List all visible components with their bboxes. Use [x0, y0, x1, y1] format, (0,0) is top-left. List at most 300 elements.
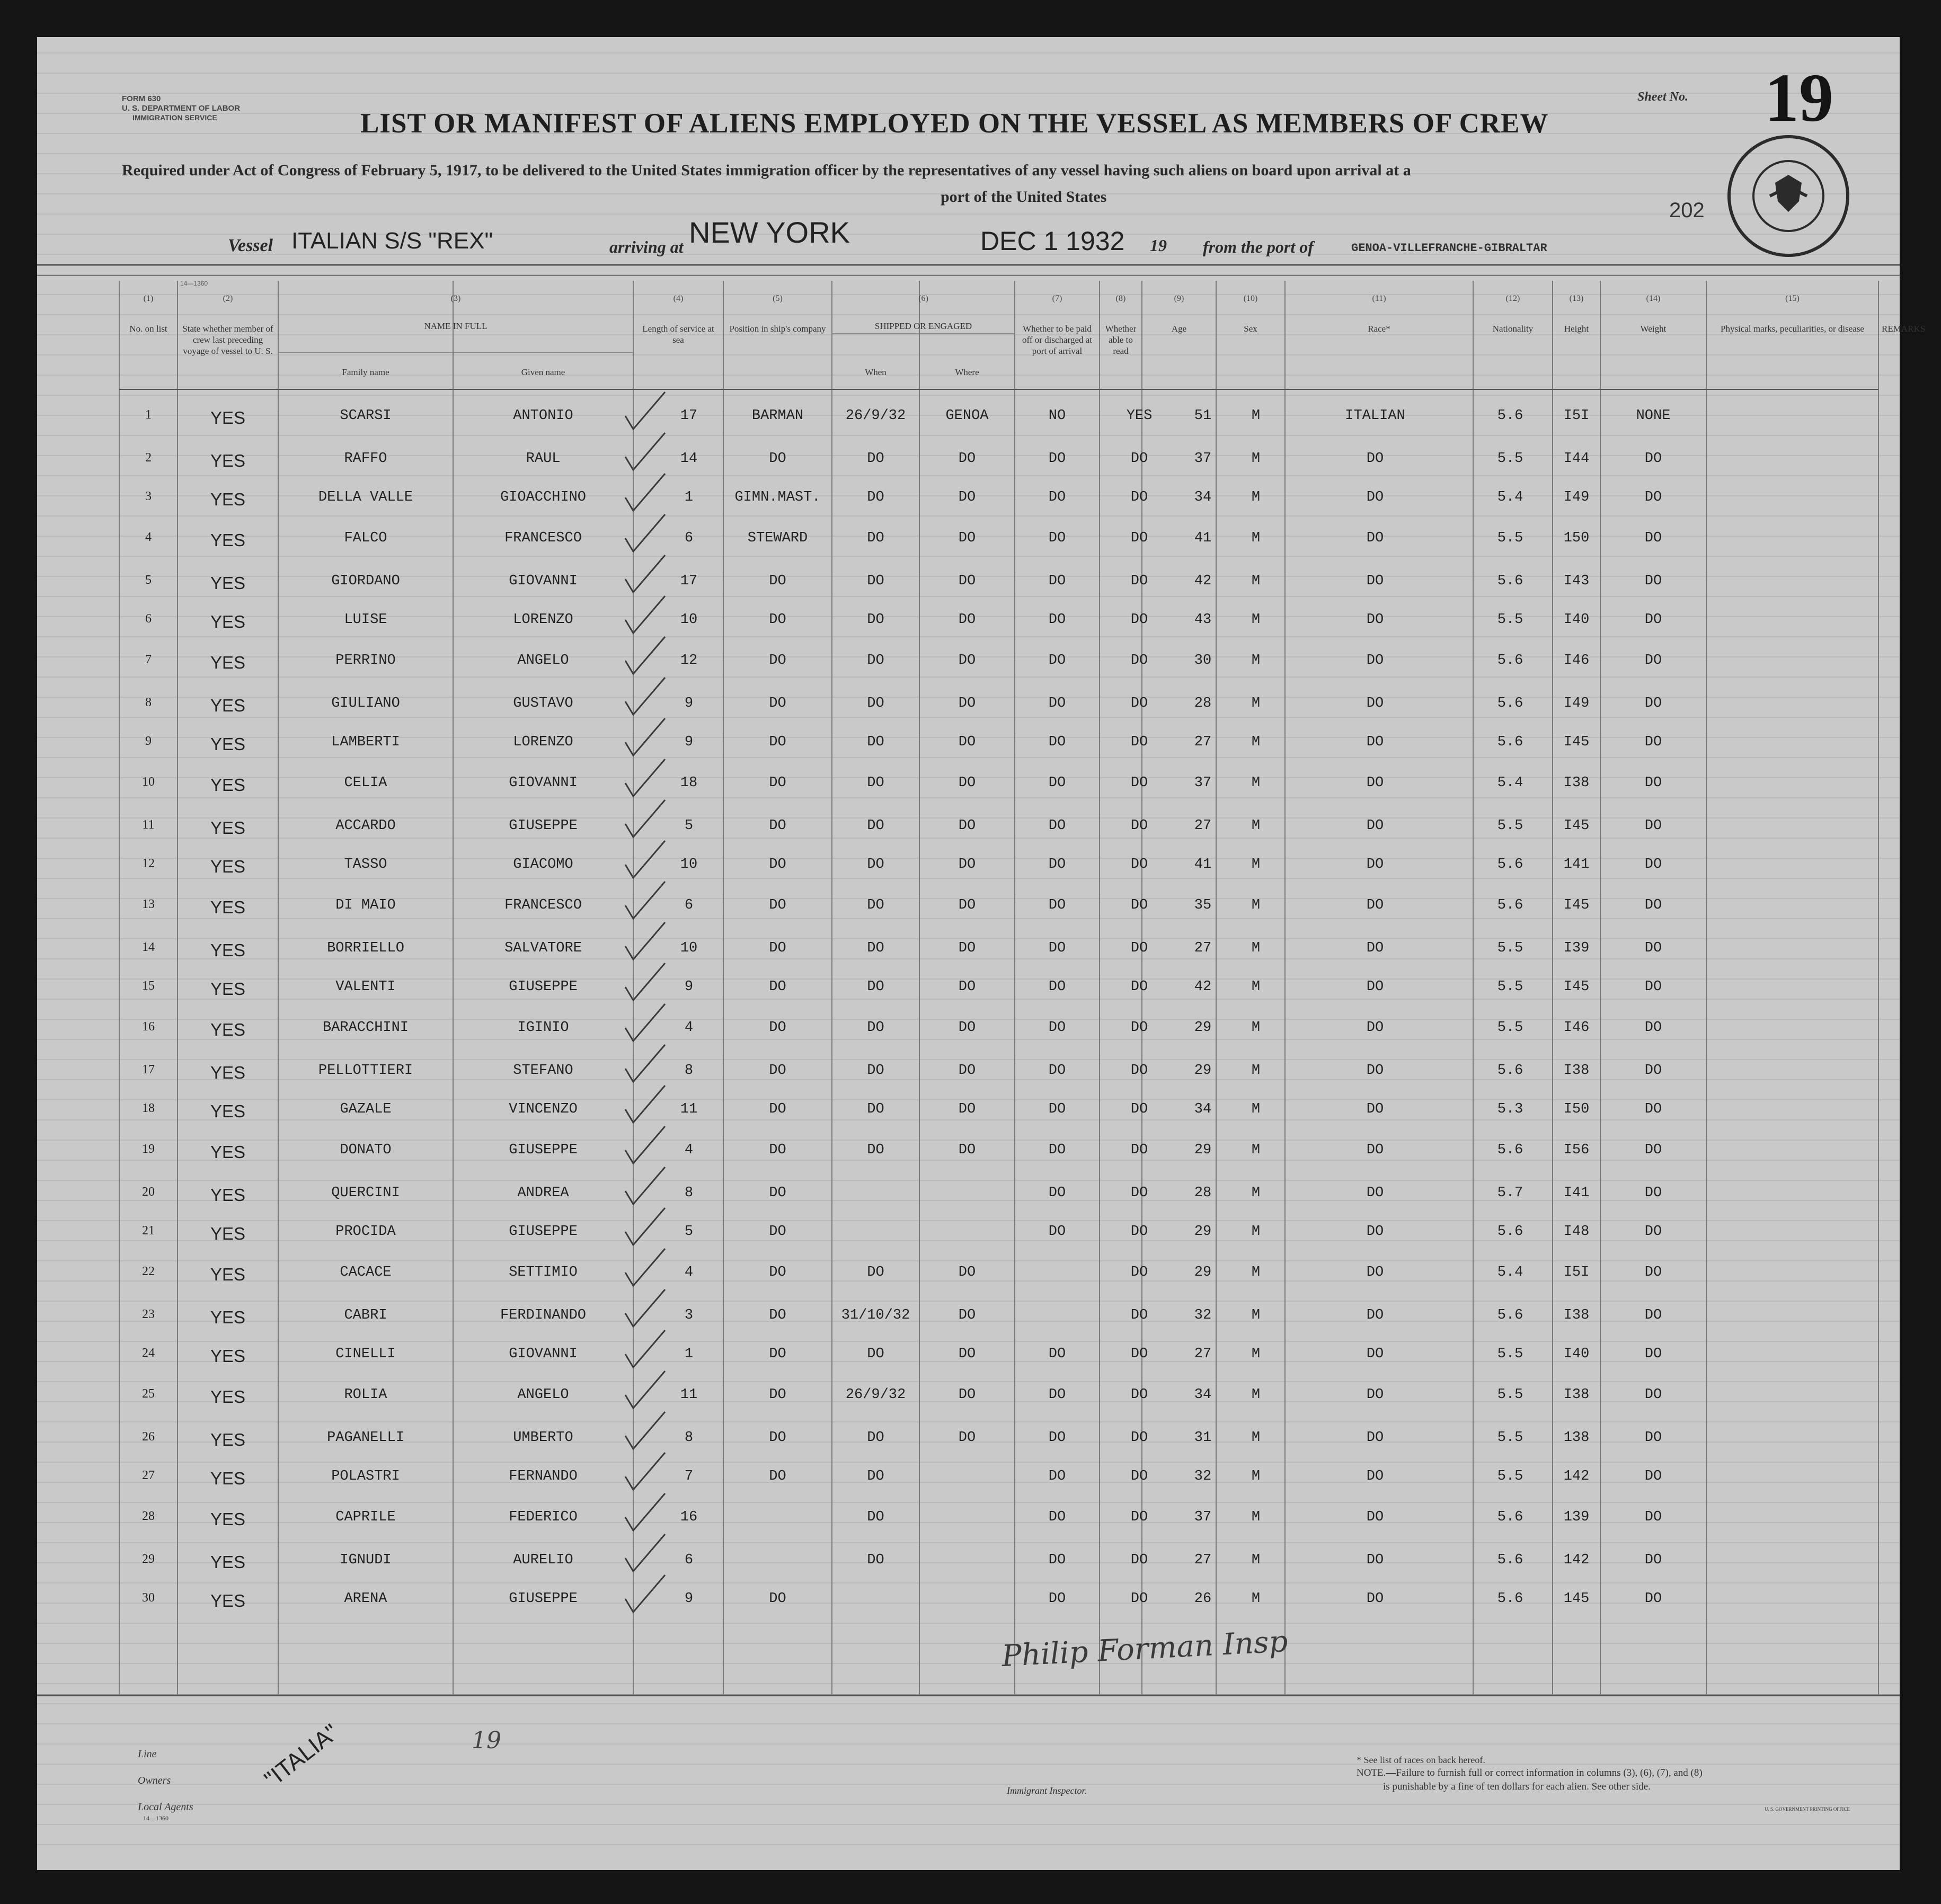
ship-position: DO	[769, 734, 786, 750]
weight: I56	[1563, 1142, 1590, 1158]
given-name: FEDERICO	[509, 1509, 578, 1525]
previous-voyage: YES	[210, 653, 246, 672]
paid-off: DO	[1048, 1101, 1066, 1117]
family-name: PROCIDA	[335, 1224, 396, 1240]
given-name: ANGELO	[517, 1387, 569, 1403]
given-name: VINCENZO	[509, 1101, 578, 1117]
given-name: SETTIMIO	[509, 1265, 578, 1280]
physical-marks: NONE	[1636, 408, 1671, 424]
service-length: 1	[684, 1346, 694, 1362]
paid-off: DO	[1048, 1430, 1066, 1446]
given-name: ANGELO	[517, 653, 569, 669]
row-number: 14	[142, 940, 155, 954]
physical-marks: DO	[1644, 653, 1662, 669]
service-length: 6	[684, 530, 694, 546]
physical-marks: DO	[1644, 1346, 1662, 1362]
family-name: SCARSI	[340, 408, 392, 424]
able-to-read: DO	[1130, 1509, 1148, 1525]
able-to-read: DO	[1130, 1101, 1148, 1117]
ship-position: GIMN.MAST.	[734, 490, 821, 505]
height: 5.4	[1497, 490, 1523, 505]
engaged-when: DO	[867, 573, 884, 589]
column-subheader: Where	[955, 367, 979, 377]
weight: I45	[1563, 979, 1590, 995]
row-number: 21	[142, 1224, 155, 1238]
physical-marks: DO	[1644, 1307, 1662, 1323]
ship-position: DO	[769, 573, 786, 589]
given-name: GIUSEPPE	[509, 818, 578, 834]
race-nationality: DO	[1366, 940, 1384, 956]
height: 5.4	[1497, 775, 1523, 791]
family-name: FALCO	[344, 530, 387, 546]
previous-voyage: YES	[210, 408, 246, 428]
age: 28	[1194, 696, 1212, 711]
row-number: 4	[145, 530, 152, 544]
row-number: 17	[142, 1063, 155, 1076]
physical-marks: DO	[1644, 734, 1662, 750]
paid-off: DO	[1048, 530, 1066, 546]
previous-voyage: YES	[210, 451, 246, 470]
family-name: GIORDANO	[331, 573, 400, 589]
engaged-where: DO	[958, 775, 976, 791]
sex: M	[1251, 1469, 1261, 1484]
previous-voyage: YES	[210, 979, 246, 999]
weight: 141	[1563, 857, 1590, 873]
able-to-read: DO	[1130, 897, 1148, 913]
weight: I46	[1563, 1020, 1590, 1036]
paid-off: DO	[1048, 573, 1066, 589]
given-name: GIUSEPPE	[509, 1224, 578, 1240]
family-name: ROLIA	[344, 1387, 387, 1403]
family-name: ACCARDO	[335, 818, 396, 834]
ship-position: DO	[769, 1020, 786, 1036]
sex: M	[1251, 696, 1261, 711]
race-nationality: DO	[1366, 653, 1384, 669]
previous-voyage: YES	[210, 775, 246, 795]
sex: M	[1251, 573, 1261, 589]
age: 27	[1194, 1552, 1212, 1568]
age: 31	[1194, 1430, 1212, 1446]
race-nationality: DO	[1366, 1142, 1384, 1158]
service-length: 9	[684, 979, 694, 995]
column-subheader: When	[865, 367, 887, 377]
given-name: ANDREA	[517, 1185, 569, 1201]
sex: M	[1251, 1265, 1261, 1280]
engaged-where: DO	[958, 573, 976, 589]
ship-position: DO	[769, 1591, 786, 1607]
given-name: SALVATORE	[504, 940, 582, 956]
age: 29	[1194, 1224, 1212, 1240]
engaged-when: DO	[867, 857, 884, 873]
age: 35	[1194, 897, 1212, 913]
column-number: (8)	[1115, 294, 1126, 303]
sex: M	[1251, 1101, 1261, 1117]
age: 34	[1194, 1101, 1212, 1117]
service-length: 8	[684, 1430, 694, 1446]
engaged-when: DO	[867, 612, 884, 628]
column-header: Position in ship's company	[729, 324, 826, 334]
age: 32	[1194, 1307, 1212, 1323]
engaged-where: DO	[958, 1346, 976, 1362]
ship-position: DO	[769, 979, 786, 995]
able-to-read: DO	[1130, 696, 1148, 711]
column-header: REMARKS	[1882, 324, 1926, 334]
family-name: GIULIANO	[331, 696, 400, 711]
height: 5.6	[1497, 1142, 1523, 1158]
age: 27	[1194, 940, 1212, 956]
stamp-number: 202	[1669, 199, 1705, 222]
given-name: FERDINANDO	[500, 1307, 587, 1323]
sex: M	[1251, 1020, 1261, 1036]
column-number: (12)	[1505, 294, 1520, 303]
weight: 145	[1563, 1591, 1590, 1607]
height: 5.6	[1497, 1552, 1523, 1568]
height: 5.5	[1497, 451, 1523, 467]
engaged-when: DO	[867, 775, 884, 791]
ship-position: DO	[769, 1346, 786, 1362]
family-name: IGNUDI	[340, 1552, 392, 1568]
race-nationality: DO	[1366, 1307, 1384, 1323]
column-header: Weight	[1640, 324, 1667, 334]
row-number: 22	[142, 1265, 155, 1278]
race-nationality: DO	[1366, 490, 1384, 505]
engaged-when: 26/9/32	[845, 408, 906, 424]
paid-off: DO	[1048, 1063, 1066, 1079]
engaged-when: DO	[867, 1346, 884, 1362]
given-name: GIACOMO	[513, 857, 573, 873]
age: 29	[1194, 1063, 1212, 1079]
paid-off: DO	[1048, 1224, 1066, 1240]
paid-off: DO	[1048, 1020, 1066, 1036]
printer-imprint: U. S. GOVERNMENT PRINTING OFFICE	[1765, 1807, 1850, 1812]
service-length: 3	[684, 1307, 694, 1323]
age: 37	[1194, 1509, 1212, 1525]
service-length: 17	[680, 573, 698, 589]
local-agents-label: Local Agents	[138, 1801, 193, 1813]
row-number: 1	[145, 408, 152, 422]
height: 5.6	[1497, 573, 1523, 589]
weight: I5I	[1563, 1265, 1590, 1280]
paid-off: DO	[1048, 775, 1066, 791]
row-number: 29	[142, 1552, 155, 1566]
family-name: CELIA	[344, 775, 387, 791]
service-length: 9	[684, 696, 694, 711]
height: 5.6	[1497, 857, 1523, 873]
ship-position: DO	[769, 818, 786, 834]
previous-voyage: YES	[210, 857, 246, 876]
ship-position: DO	[769, 1265, 786, 1280]
able-to-read: DO	[1130, 1430, 1148, 1446]
sex: M	[1251, 1346, 1261, 1362]
age: 43	[1194, 612, 1212, 628]
race-nationality: DO	[1366, 1101, 1384, 1117]
ship-position: DO	[769, 1430, 786, 1446]
arriving-value: NEW YORK	[689, 216, 850, 249]
given-name: RAUL	[526, 451, 561, 467]
sex: M	[1251, 775, 1261, 791]
age: 29	[1194, 1265, 1212, 1280]
physical-marks: DO	[1644, 1063, 1662, 1079]
previous-voyage: YES	[210, 818, 246, 838]
given-name: FRANCESCO	[504, 897, 582, 913]
sex: M	[1251, 979, 1261, 995]
engaged-where: DO	[958, 857, 976, 873]
height: 5.5	[1497, 530, 1523, 546]
height: 5.5	[1497, 818, 1523, 834]
family-name: DI MAIO	[335, 897, 396, 913]
previous-voyage: YES	[210, 1387, 246, 1407]
weight: I45	[1563, 734, 1590, 750]
service-length: 12	[680, 653, 698, 669]
height: 5.6	[1497, 1307, 1523, 1323]
weight: I38	[1563, 775, 1590, 791]
engaged-where: DO	[958, 490, 976, 505]
column-header: Sex	[1244, 324, 1257, 334]
paid-off: DO	[1048, 1469, 1066, 1484]
column-number: (7)	[1052, 294, 1062, 303]
paid-off: DO	[1048, 734, 1066, 750]
sex: M	[1251, 857, 1261, 873]
given-name: FERNANDO	[509, 1469, 578, 1484]
weight: I49	[1563, 696, 1590, 711]
age: 51	[1194, 408, 1212, 424]
ship-position: DO	[769, 940, 786, 956]
department-label: U. S. DEPARTMENT OF LABOR	[122, 104, 241, 113]
engaged-when: DO	[867, 897, 884, 913]
row-number: 28	[142, 1509, 155, 1523]
sex: M	[1251, 1387, 1261, 1403]
physical-marks: DO	[1644, 775, 1662, 791]
physical-marks: DO	[1644, 573, 1662, 589]
engaged-when: DO	[867, 530, 884, 546]
sheet-label: Sheet No.	[1637, 90, 1688, 104]
previous-voyage: YES	[210, 1509, 246, 1529]
able-to-read: DO	[1130, 818, 1148, 834]
previous-voyage: YES	[210, 696, 246, 715]
weight: I38	[1563, 1387, 1590, 1403]
service-length: 8	[684, 1185, 694, 1201]
ship-position: DO	[769, 696, 786, 711]
age: 27	[1194, 818, 1212, 834]
age: 32	[1194, 1469, 1212, 1484]
height: 5.5	[1497, 1469, 1523, 1484]
engaged-when: DO	[867, 1430, 884, 1446]
engaged-when: 31/10/32	[841, 1307, 910, 1323]
service-length: 10	[680, 612, 698, 628]
paid-off: DO	[1048, 612, 1066, 628]
column-header: Height	[1564, 324, 1589, 334]
age: 41	[1194, 857, 1212, 873]
family-name: BARACCHINI	[322, 1020, 409, 1036]
row-number: 27	[142, 1469, 155, 1482]
ship-position: DO	[769, 1307, 786, 1323]
row-number: 6	[145, 612, 152, 626]
able-to-read: DO	[1130, 653, 1148, 669]
height: 5.6	[1497, 696, 1523, 711]
row-number: 18	[142, 1101, 155, 1115]
sex: M	[1251, 940, 1261, 956]
engaged-when: DO	[867, 940, 884, 956]
row-number: 2	[145, 451, 152, 465]
ship-position: DO	[769, 775, 786, 791]
able-to-read: DO	[1130, 857, 1148, 873]
weight: I38	[1563, 1063, 1590, 1079]
engaged-where: DO	[958, 1307, 976, 1323]
races-note: * See list of races on back hereof.	[1357, 1755, 1485, 1765]
height: 5.6	[1497, 1509, 1523, 1525]
previous-voyage: YES	[210, 530, 246, 550]
able-to-read: DO	[1130, 1020, 1148, 1036]
given-name: GIUSEPPE	[509, 1591, 578, 1607]
physical-marks: DO	[1644, 857, 1662, 873]
sex: M	[1251, 734, 1261, 750]
engaged-when: DO	[867, 979, 884, 995]
manifest-sheet	[37, 37, 1926, 1870]
able-to-read: DO	[1130, 940, 1148, 956]
service-length: 7	[684, 1469, 694, 1484]
race-nationality: DO	[1366, 1224, 1384, 1240]
physical-marks: DO	[1644, 1142, 1662, 1158]
race-nationality: DO	[1366, 897, 1384, 913]
consulate-seal-icon	[1725, 132, 1852, 260]
paid-off: DO	[1048, 653, 1066, 669]
previous-voyage: YES	[210, 940, 246, 960]
physical-marks: DO	[1644, 490, 1662, 505]
column-number: (2)	[223, 294, 233, 303]
service-length: 8	[684, 1063, 694, 1079]
height: 5.7	[1497, 1185, 1523, 1201]
column-number: (11)	[1372, 294, 1386, 303]
from-port-label: from the port of	[1203, 237, 1314, 256]
age: 27	[1194, 1346, 1212, 1362]
given-name: GUSTAVO	[513, 696, 573, 711]
given-name: LORENZO	[513, 612, 573, 628]
weight: I49	[1563, 490, 1590, 505]
from-port-value: GENOA-VILLEFRANCHE-GIBRALTAR	[1351, 242, 1547, 255]
previous-voyage: YES	[210, 612, 246, 631]
previous-voyage: YES	[210, 1142, 246, 1162]
family-name: CACACE	[340, 1265, 392, 1280]
ship-position: DO	[769, 1387, 786, 1403]
previous-voyage: YES	[210, 1185, 246, 1205]
ship-position: DO	[769, 1063, 786, 1079]
previous-voyage: YES	[210, 1591, 246, 1611]
engaged-when: DO	[867, 1265, 884, 1280]
sex: M	[1251, 530, 1261, 546]
ship-position: DO	[769, 1101, 786, 1117]
family-name: ARENA	[344, 1591, 387, 1607]
height: 5.5	[1497, 612, 1523, 628]
given-name: UMBERTO	[513, 1430, 573, 1446]
able-to-read: DO	[1130, 734, 1148, 750]
engaged-where: DO	[958, 1101, 976, 1117]
ship-position: BARMAN	[751, 408, 804, 424]
sex: M	[1251, 1063, 1261, 1079]
given-name: AURELIO	[513, 1552, 573, 1568]
column-header: Whether to be paid off or discharged at port of arrival	[1022, 324, 1093, 356]
race-nationality: DO	[1366, 1020, 1384, 1036]
given-name: GIUSEPPE	[509, 979, 578, 995]
physical-marks: DO	[1644, 979, 1662, 995]
race-nationality: DO	[1366, 696, 1384, 711]
sheet-number: 19	[1765, 60, 1833, 136]
penalty-note-line-2: is punishable by a fine of ten dollars for each alien. See other side.	[1383, 1781, 1651, 1792]
able-to-read: YES	[1126, 408, 1153, 424]
arriving-label: arriving at	[609, 237, 684, 256]
engaged-where: DO	[958, 1020, 976, 1036]
family-name: PAGANELLI	[327, 1430, 404, 1446]
column-header: Length of service at sea	[642, 324, 714, 345]
family-name: VALENTI	[335, 979, 396, 995]
previous-voyage: YES	[210, 734, 246, 754]
engaged-where: DO	[958, 940, 976, 956]
engaged-where: DO	[958, 612, 976, 628]
column-number: (14)	[1646, 294, 1661, 303]
paid-off: DO	[1048, 1387, 1066, 1403]
weight: I41	[1563, 1185, 1590, 1201]
race-nationality: DO	[1366, 1063, 1384, 1079]
column-header: NAME IN FULL	[424, 321, 488, 331]
family-name: PELLOTTIERI	[318, 1063, 413, 1079]
row-number: 19	[142, 1142, 155, 1156]
age: 30	[1194, 653, 1212, 669]
race-nationality: DO	[1366, 1265, 1384, 1280]
family-name: POLASTRI	[331, 1469, 400, 1484]
given-name: GIOVANNI	[509, 1346, 578, 1362]
weight: I43	[1563, 573, 1590, 589]
line-value: "ITALIA"	[260, 1719, 344, 1793]
engaged-when: DO	[867, 1509, 884, 1525]
physical-marks: DO	[1644, 897, 1662, 913]
physical-marks: DO	[1644, 1387, 1662, 1403]
sex: M	[1251, 1224, 1261, 1240]
form-code: 14—1360	[180, 280, 208, 287]
age: 29	[1194, 1020, 1212, 1036]
engaged-when: DO	[867, 1469, 884, 1484]
service-length: 5	[684, 1224, 694, 1240]
physical-marks: DO	[1644, 1469, 1662, 1484]
sex: M	[1251, 818, 1261, 834]
engaged-when: DO	[867, 1142, 884, 1158]
vessel-label: Vessel	[228, 236, 273, 255]
physical-marks: DO	[1644, 1265, 1662, 1280]
row-number: 5	[145, 573, 152, 587]
column-number: (4)	[673, 294, 684, 303]
weight: I5I	[1563, 408, 1590, 424]
race-nationality: DO	[1366, 979, 1384, 995]
subtitle-line-2: port of the United States	[941, 188, 1107, 206]
paid-off: DO	[1048, 490, 1066, 505]
sex: M	[1251, 1185, 1261, 1201]
height: 5.4	[1497, 1265, 1523, 1280]
given-name: GIOVANNI	[509, 775, 578, 791]
previous-voyage: YES	[210, 573, 246, 593]
given-name: GIUSEPPE	[509, 1142, 578, 1158]
able-to-read: DO	[1130, 1469, 1148, 1484]
row-number: 23	[142, 1307, 155, 1321]
previous-voyage: YES	[210, 490, 246, 509]
column-header: No. on list	[129, 324, 167, 334]
paid-off: DO	[1048, 1346, 1066, 1362]
column-number: (1)	[143, 294, 154, 303]
height: 5.5	[1497, 1020, 1523, 1036]
line-label: Line	[138, 1748, 157, 1760]
ship-position: DO	[769, 653, 786, 669]
engaged-where: DO	[958, 897, 976, 913]
sex: M	[1251, 408, 1261, 424]
service-length: 4	[684, 1142, 694, 1158]
previous-voyage: YES	[210, 1101, 246, 1121]
